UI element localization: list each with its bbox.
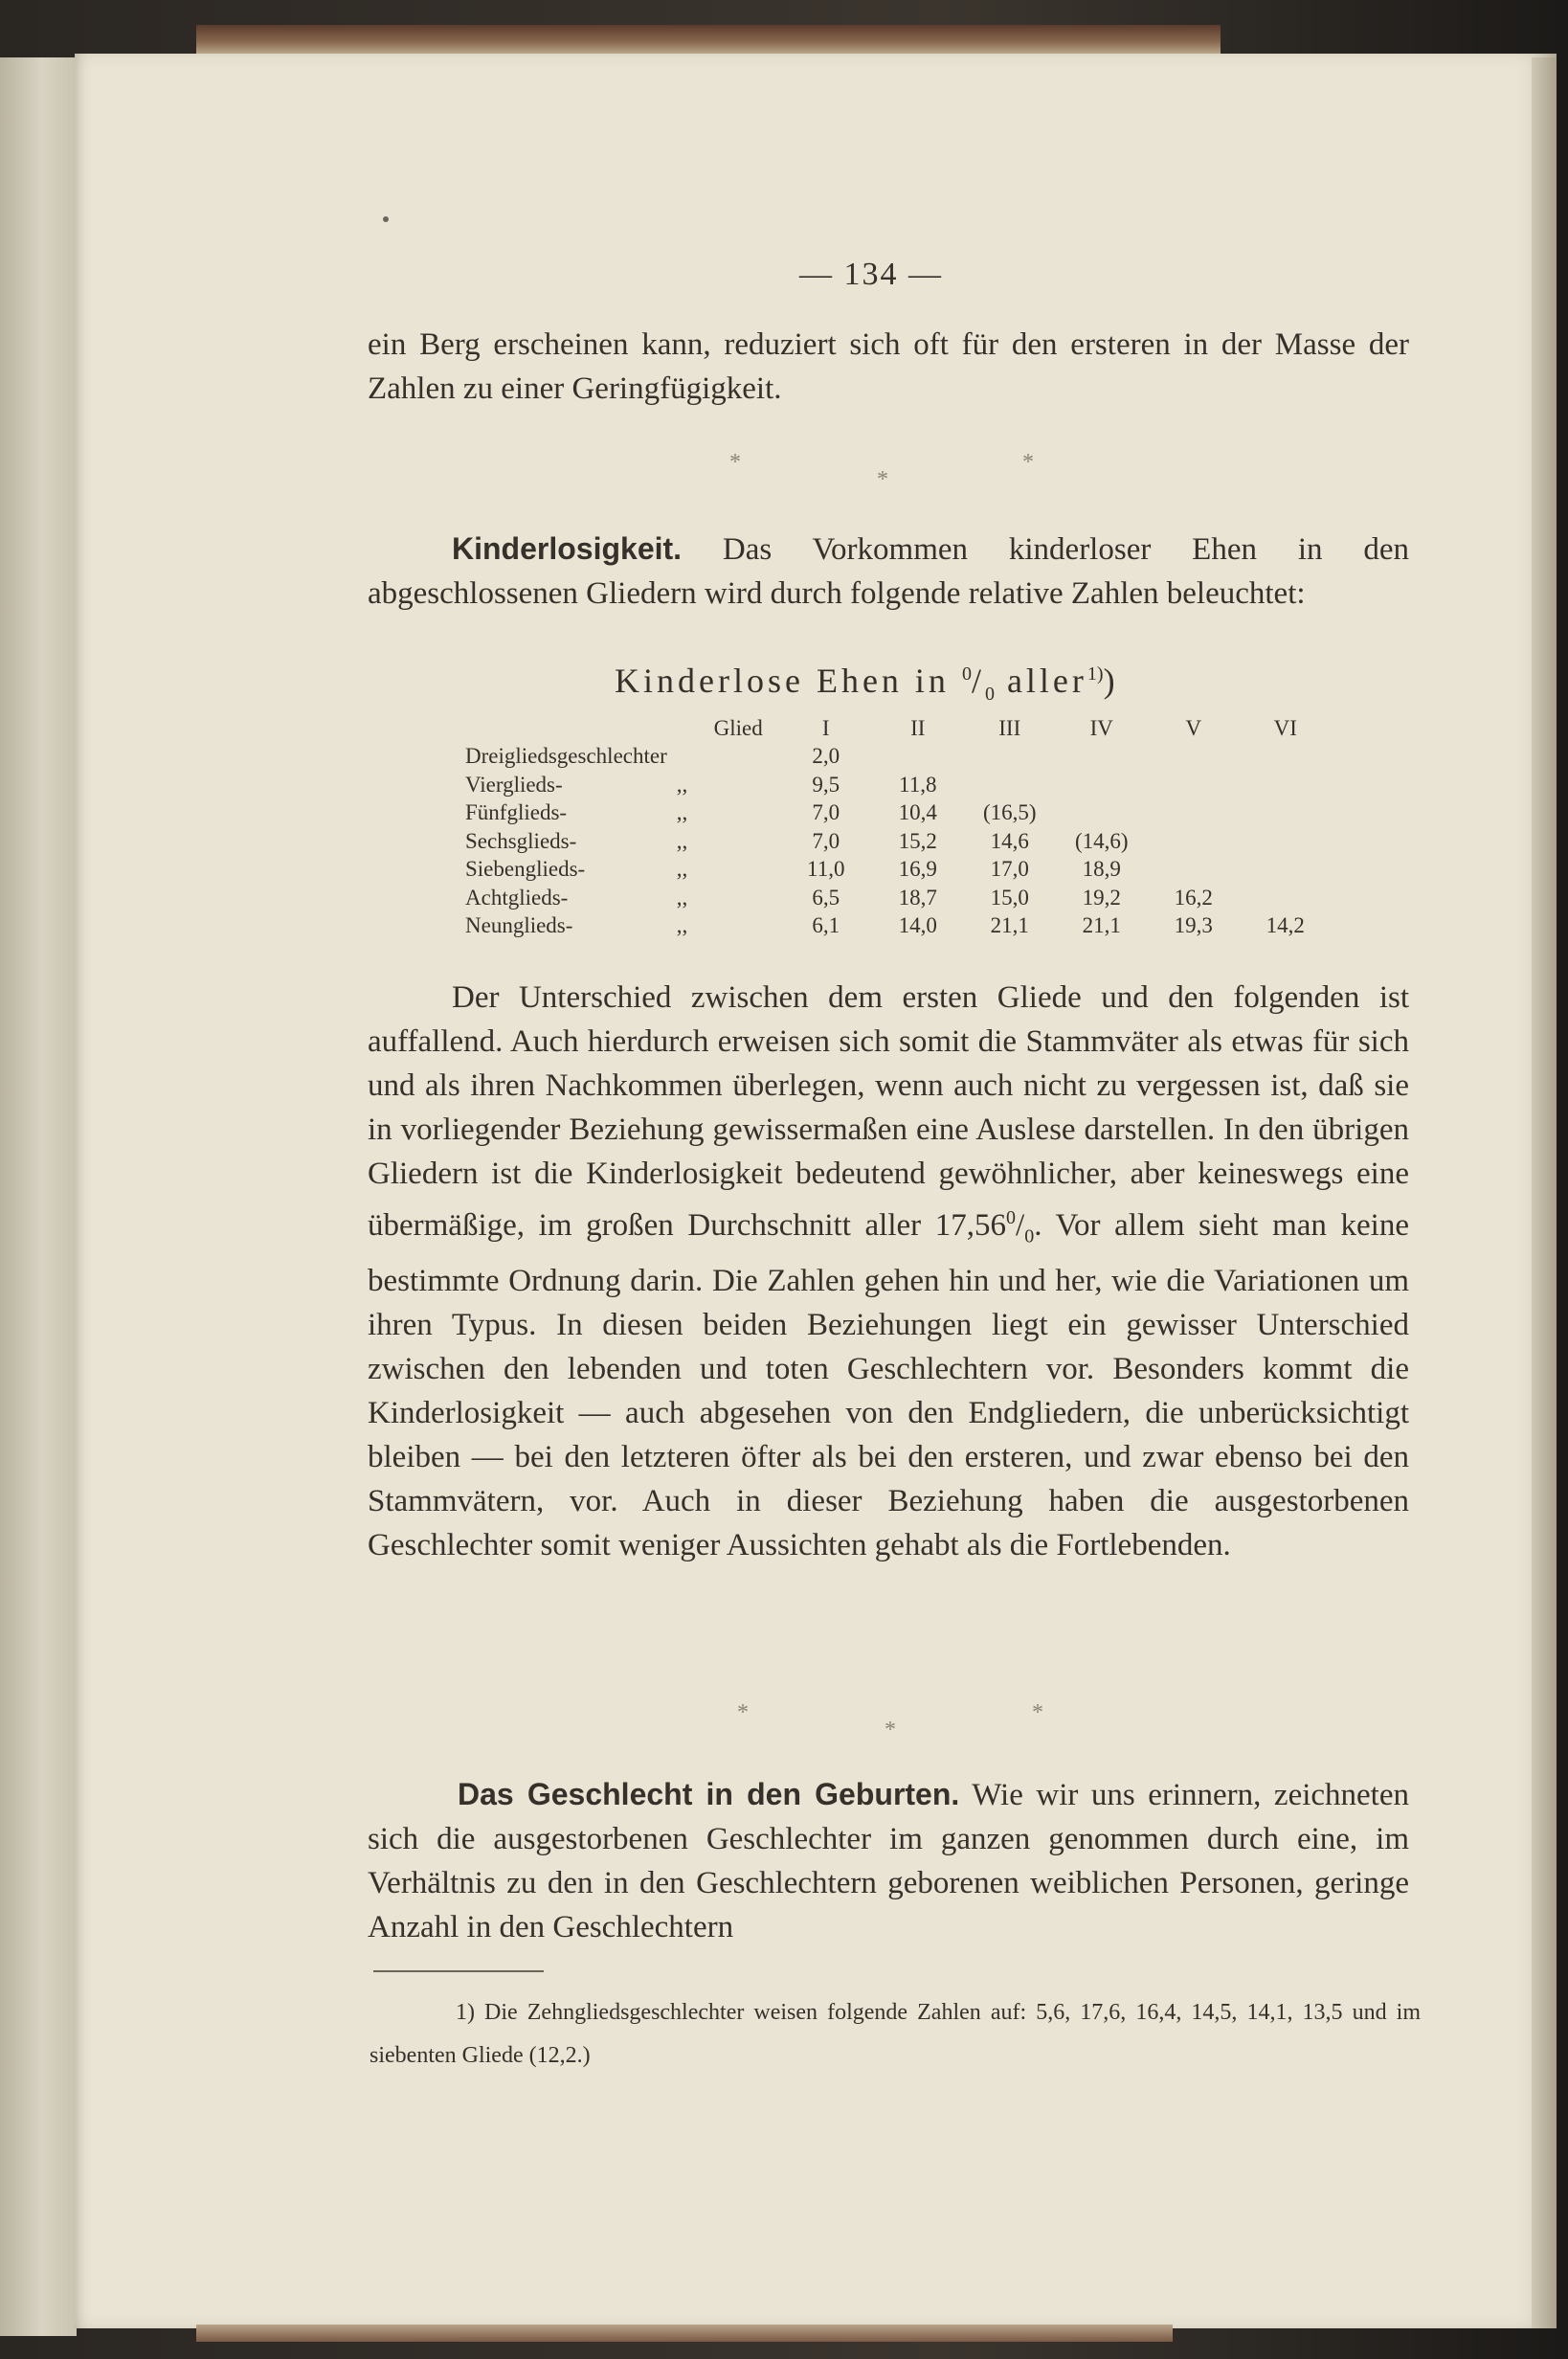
row-label: Fünfglieds- [465,800,568,825]
column-header: IV [1089,715,1113,740]
row-label: Siebenglieds- [465,857,586,882]
table-row [465,771,1332,799]
table-cell: 19,2 [1082,885,1121,910]
percent-sign-top: 0 [1006,1207,1017,1228]
row-label: Neunglieds- [465,913,573,938]
table-row [465,884,1332,912]
separator-star: * [1022,450,1034,475]
table-cell: 19,3 [1174,913,1213,938]
percent-sign-bottom: 0 [984,684,995,706]
table-cell: 11,0 [807,857,845,882]
column-header: V [1185,715,1202,740]
ditto-mark [667,743,780,772]
table-row [465,743,1332,772]
intro-paragraph: ein Berg erscheinen kann, reduziert sich oft für den ersteren in der Masse der Zahlen zu einer Geringfügigkeit. [368,327,1409,406]
percent-sign-bottom: 0 [1024,1225,1035,1247]
table-cell: 11,8 [899,772,937,797]
table-cell [872,743,964,772]
paragraph-text: . Vor allem sieht man keine bestimmte Ordnung darin. Die Zahlen gehen hin und her, wie die Variationen um ihren Typus. In diesen beiden Beziehungen liegt ein gewisser Unterschied zwischen den lebenden und toten Geschlechtern vor. Besonders kommt die Kinderlosigkeit — auch abgesehen von den Endgliedern, die unberücksichtigt bleiben — bei den letzteren öfter als bei den ersteren, und zwar ebenso bei den Stammvätern, vor. Auch in dieser Beziehung haben die ausgestorbenen Geschlechter somit weniger Aussichten gehabt als die Fortlebenden. [368,1208,1409,1562]
table-cell: 16,9 [898,857,937,882]
table-cell [1148,743,1240,772]
table-cell: 14,0 [898,913,937,938]
unterschied-paragraph [368,976,1409,1567]
separator-star: * [737,1700,749,1725]
table-title-start: Kinderlose Ehen in [615,662,962,700]
table-cell [1240,827,1332,856]
separator-star: * [877,467,888,492]
table-cell [1056,743,1148,772]
table-cell: 16,2 [1174,885,1213,910]
table-cell [964,771,1056,799]
table-row [465,827,1332,856]
table-cell [1240,799,1332,828]
bottom-binding-edge [196,2325,1173,2342]
separator-star: * [885,1718,896,1742]
ditto-mark: ,, [676,913,688,938]
table-cell: 2,0 [812,744,840,769]
table-row [465,912,1332,941]
table-header-row [465,714,1332,743]
table-cell: 7,0 [812,828,840,853]
table-cell: (14,6) [1074,828,1129,853]
ditto-mark: ,, [676,885,688,910]
table-row [465,856,1332,885]
percent-sign-slash: / [1016,1208,1025,1243]
page-number: — 134 — [799,257,943,292]
table-cell [1240,856,1332,885]
table-cell: 6,5 [812,885,840,910]
table-cell [1240,884,1332,912]
table-cell [1240,771,1332,799]
separator-star: * [1032,1700,1043,1725]
table-cell [1148,799,1240,828]
table-cell: 17,0 [990,857,1029,882]
section-heading: Das Geschlecht in den Geburten. [458,1777,960,1811]
table-cell: 21,1 [990,913,1029,938]
ink-speck [383,216,389,222]
table-cell: 21,1 [1082,913,1121,938]
column-header: III [998,715,1021,740]
footnote: 1) Die Zehngliedsgeschlechter weisen folgende Zahlen auf: 5,6, 17,6, 16,4, 14,5, 14,1, 13,5 und im siebenten Gliede (12,2.) [370,2000,1421,2068]
table-cell: 14,6 [990,828,1029,853]
ditto-mark: ,, [676,800,688,825]
table-cell: 10,4 [898,800,937,825]
table-title-end: aller [994,662,1087,700]
footnote-divider [373,1970,544,1972]
row-label: Sechsglieds- [465,828,577,853]
paragraph-text: Das Vorkommen kinderloser Ehen in den abgeschlossenen Gliedern wird durch folgende relative Zahlen beleuchtet: [368,532,1409,611]
table-cell: 18,7 [898,885,937,910]
kinderlosigkeit-paragraph [368,527,1409,616]
row-label: Vierglieds- [465,772,563,797]
table-row [465,799,1332,828]
ditto-mark: ,, [676,857,688,882]
geschlecht-paragraph [368,1772,1409,1949]
column-header: I [821,715,830,740]
table-cell: 15,0 [990,885,1029,910]
table-cell: 15,2 [898,828,937,853]
table-cell: 9,5 [812,772,840,797]
percent-sign-top: 0 [961,663,972,685]
childless-marriages-table [465,714,1332,940]
table-cell: 7,0 [812,800,840,825]
ditto-mark: ,, [676,772,688,797]
column-header: VI [1273,715,1297,740]
row-label: Dreigliedsgeschlechter [465,744,667,769]
table-cell [964,743,1056,772]
table-title: Kinderlose Ehen in $^0/_0$ aller$^{1)}$) [615,662,1119,706]
table-cell [1056,799,1148,828]
table-cell [1240,743,1332,772]
table-cell [1148,856,1240,885]
table-cell: 14,2 [1266,913,1305,938]
table-cell [1056,771,1148,799]
table-cell: (16,5) [982,800,1037,825]
separator-star: * [729,450,741,475]
table-cell [1148,827,1240,856]
ditto-mark: ,, [676,828,688,853]
footnote-mark: 1) [1086,663,1104,685]
row-label: Achtglieds- [465,885,569,910]
table-cell: 18,9 [1082,857,1121,882]
paragraph-text: Der Unterschied zwischen dem ersten Gliede und den folgenden ist auffallend. Auch hierdurch erweisen sich somit die Stammväter als etwas für sich und als ihren Nachkommen überlegen, wenn auch nicht zu vergessen ist, daß sie in vorliegender Beziehung gewissermaßen eine Auslese darstellen. In den übrigen Gliedern ist die Kinderlosigkeit bedeutend gewöhnlicher, aber keineswegs eine übermäßige, im großen Durchschnitt aller 17,56 [368,980,1409,1243]
table-cell: 6,1 [812,913,840,938]
paragraph-text: Wie wir uns erinnern, zeichneten sich die ausgestorbenen Geschlechter im ganzen genommen durch eine, im Verhältnis zu den in den Geschlechtern geborenen weiblichen Personen, geringe Anzahl in den Geschlechtern [368,1778,1410,1944]
column-header: II [910,715,926,740]
percent-sign-slash: / [971,662,985,700]
book-spine [0,57,77,2336]
table-cell [1148,771,1240,799]
header-label: Glied [713,715,763,740]
page-right-edge [1532,57,1557,2328]
top-binding-edge [196,25,1221,54]
section-heading: Kinderlosigkeit. [452,531,683,566]
